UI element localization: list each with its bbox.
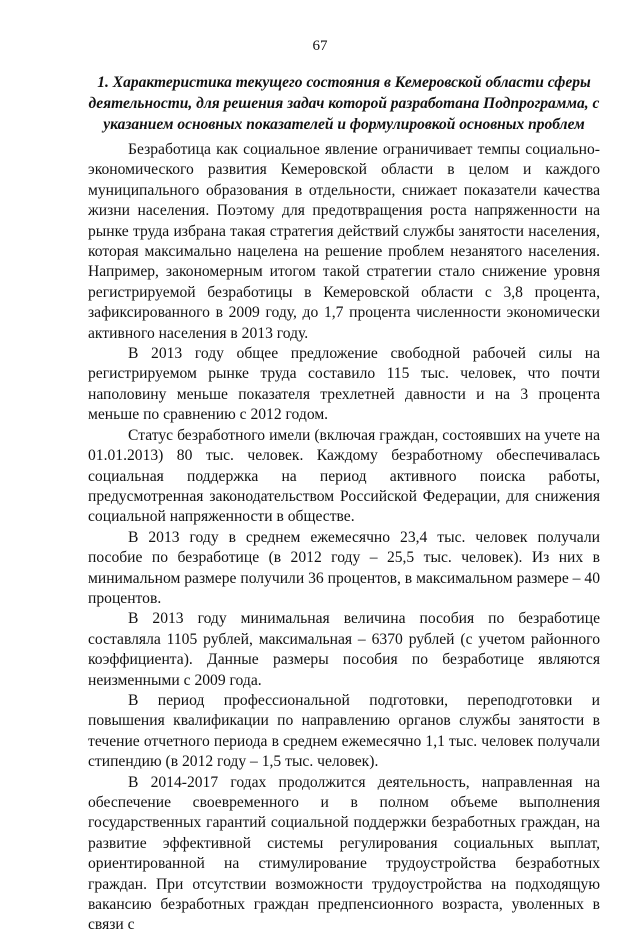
page-number: 67 [312, 38, 328, 54]
paragraph: В 2013 году в среднем ежемесячно 23,4 тыс. человек получали пособие по безработице (в 2012 году – 25,5 тыс. человек). Из них в минимальном размере получили 36 процентов, в максимальном размере – 40 процентов. [88, 528, 600, 607]
paragraph: В период профессиональной подготовки, переподготовки и повышения квалификации по направлению органов службы занятости в течение отчетного периода в среднем ежемесячно 1,1 тыс. человек получали стипендию (в 2012 году – 1,5 тыс. человек). [88, 691, 600, 771]
body-text [88, 140, 600, 936]
paragraph: Безработица как социальное явление ограничивает темпы социально-экономического развития Кемеровской области в целом и каждого муниципального образования в отдельности, снижает показатели качества жизни населения. Поэтому для предотвращения роста напряженности на рынке труда избрана такая стратегия действий службы занятости населения, которая максимально нацелена на решение проблем незанятого населения. Например, закономерным итогом такой стратегии стало снижение уровня регистрируемой безработицы в Кемеровской области с 3,8 процента, зафиксированного в 2009 году, до 1,7 процента численности экономически активного населения в 2013 году. [88, 141, 600, 342]
paragraph: В 2013 году минимальная величина пособия по безработице составляла 1105 рублей, максимальная – 6370 рублей (с учетом районного коэффициента). Данные размеры пособия по безработице являются неизменными с 2009 года. [88, 610, 600, 689]
section-heading: 1. Характеристика текущего состояния в Кемеровской области сферы деятельности, для решения задач которой разработана Подпрограмма, с указанием основных показателей и формулировкой основных проблем [88, 74, 600, 133]
paragraph: Статус безработного имели (включая граждан, состоявших на учете на 01.01.2013) 80 тыс. человек. Каждому безработному обеспечивалась социальная поддержка на период активного поиска работы, предусмотренная законодательством Российской Федерации, для снижения социальной напряженности в обществе. [88, 426, 600, 526]
paragraph: В 2014-2017 годах продолжится деятельность, направленная на обеспечение своевременного и в полном объеме выполнения государственных гарантий социальной поддержки безработных граждан, на развитие эффективной системы регулирования социальных выплат, ориентированной на стимулирование трудоустройства безработных граждан. При отсутствии возможности трудоустройства на подходящую вакансию безработных граждан предпенсионного возраста, уволенных в связи с [88, 773, 600, 934]
paragraph: В 2013 году общее предложение свободной рабочей силы на регистрируемом рынке труда составило 115 тыс. человек, что почти наполовину меньше показателя трехлетней давности и на 3 процента меньше по сравнению с 2012 годом. [88, 345, 600, 424]
